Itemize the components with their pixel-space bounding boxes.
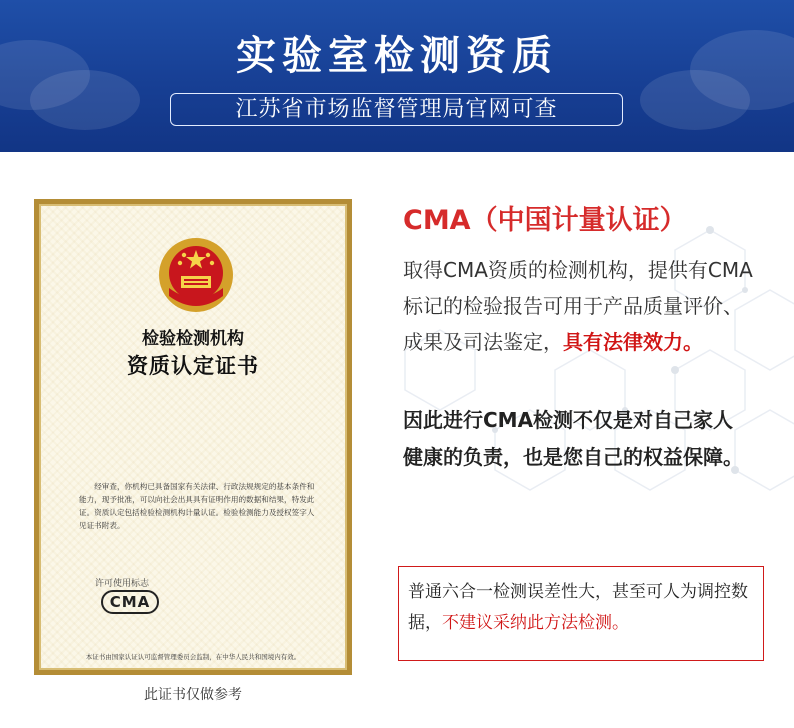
cma-logo: CMA [101, 590, 159, 614]
certificate-body-text: 经审查，你机构已具备国家有关法律、行政法规规定的基本条件和能力，现予批准，可以向社会出具具有证明作用的数据和结果，特发此证。资质认定包括检验检测机构计量认证。检验检测能力及授权签字人见证书附表。 [79, 482, 315, 530]
certificate-heading-2: 资质认定证书 [127, 354, 259, 378]
cma-description [403, 252, 753, 360]
banner-subtitle: 江苏省市场监督管理局官网可查 [170, 93, 623, 126]
cma-heading: CMA（中国计量认证） [403, 205, 687, 236]
page-title: 实验室检测资质 [236, 33, 558, 79]
header-banner [0, 0, 794, 152]
certificate-footer: 本证书由国家认证认可监督管理委员会监制，在中华人民共和国境内有效。 [85, 653, 301, 661]
certificate-paper [39, 204, 347, 670]
health-responsibility-text: 因此进行CMA检测不仅是对自己家人健康的负责，也是您自己的权益保障。 [403, 408, 743, 469]
certificate-frame [34, 199, 352, 675]
warning-text: 普通六合一检测误差性大，甚至可人为调控数据， [408, 582, 748, 633]
certificate-sign-label: 许可使用标志 [95, 579, 150, 589]
cma-description-text: 取得CMA资质的检测机构，提供有CMA标记的检验报告可用于产品质量评价、成果及司法鉴定， [403, 258, 753, 354]
certificate-caption: 此证书仅做参考 [144, 687, 242, 703]
warning-highlight: 不建议采纳此方法检测。 [442, 613, 629, 633]
certificate-heading-1: 检验检测机构 [142, 329, 244, 349]
legal-effect-highlight: 具有法律效力。 [563, 330, 703, 354]
warning-box [398, 566, 764, 661]
national-emblem-icon [157, 236, 235, 314]
